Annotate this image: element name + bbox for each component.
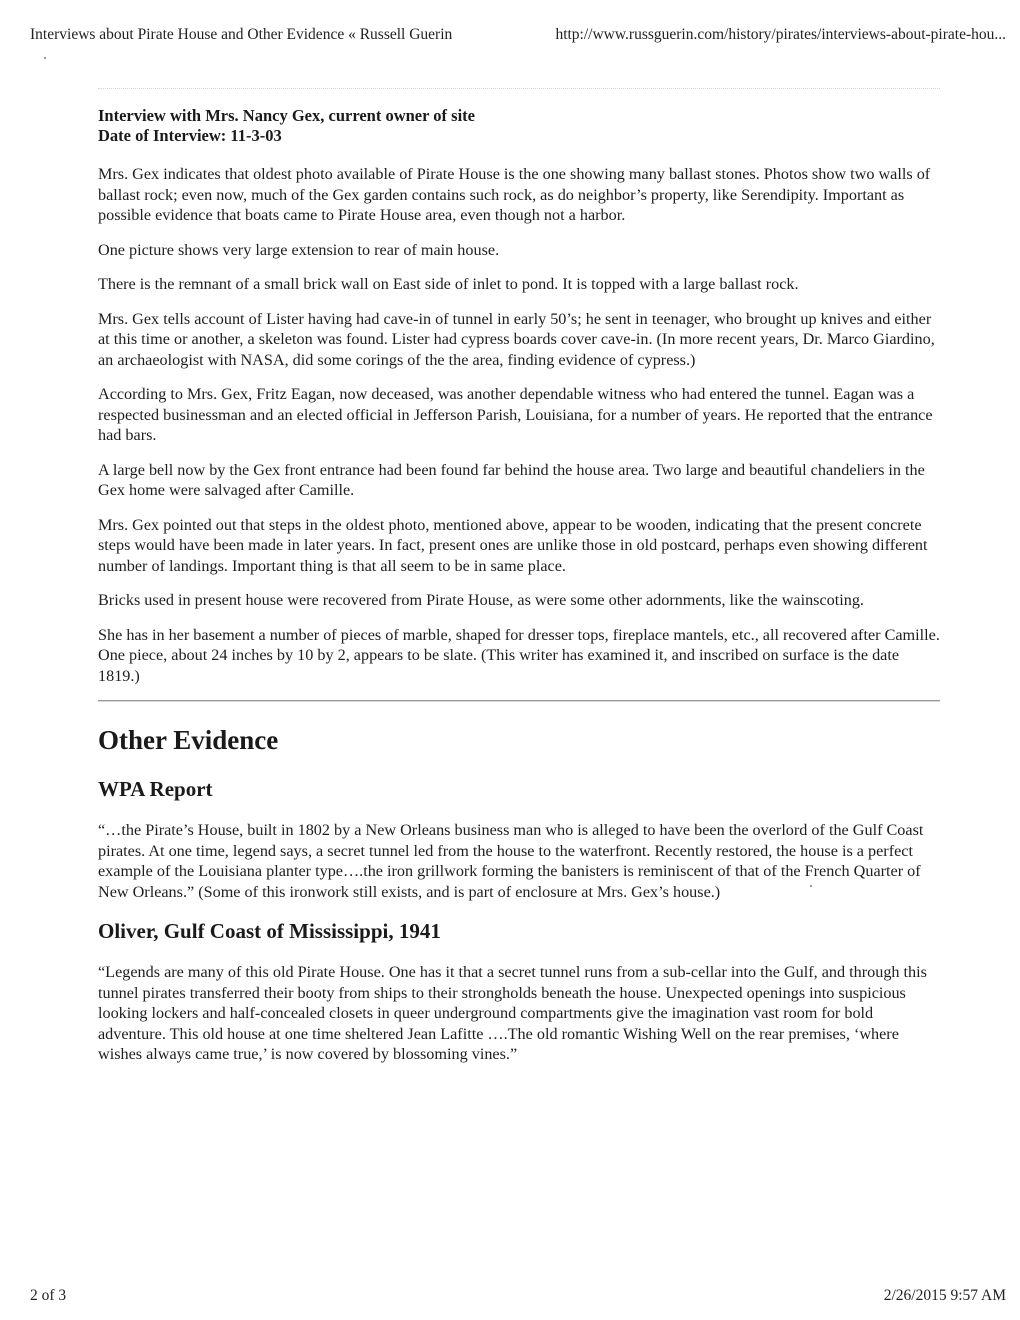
interview-paragraph-6: A large bell now by the Gex front entrance had been found far behind the house area. Two large and beautiful chandeliers in the Gex home were salvaged after Camille.	[98, 460, 925, 499]
scan-speck	[44, 57, 46, 59]
interview-paragraph-3: There is the remnant of a small brick wall on East side of inlet to pond. It is topped with a large ballast rock.	[98, 275, 799, 293]
page-number: 2 of 3	[30, 1287, 67, 1304]
article-content	[98, 106, 940, 1079]
interview-paragraph-5: According to Mrs. Gex, Fritz Eagan, now deceased, was another dependable witness who had entered the tunnel. Eagan was a respected businessman and an elected official in Jefferson Parish, Louisiana, for a number of years. He reported that the entrance had bars.	[98, 385, 933, 444]
interview-date: Date of Interview: 11-3-03	[98, 126, 282, 145]
print-timestamp: 2/26/2015 9:57 AM	[883, 1287, 1006, 1304]
wpa-report-heading: WPA Report	[98, 777, 213, 801]
print-header-title: Interviews about Pirate House and Other Evidence « Russell Guerin	[30, 26, 453, 43]
interview-heading: Interview with Mrs. Nancy Gex, current owner of site	[98, 106, 475, 125]
oliver-heading: Oliver, Gulf Coast of Mississippi, 1941	[98, 919, 441, 943]
interview-paragraph-2: One picture shows very large extension to rear of main house.	[98, 240, 500, 259]
interview-paragraph-1: Mrs. Gex indicates that oldest photo available of Pirate House is the one showing many ballast stones. Photos show two walls of ballast rock; even now, much of the Gex garden contains such rock, as do neighbor’s property, like Serendipity. Important as possible evidence that boats came to Pirate House area, even though not a harbor.	[98, 165, 931, 224]
scan-speck	[810, 885, 812, 887]
section-divider	[98, 700, 940, 702]
interview-paragraph-7: Mrs. Gex pointed out that steps in the oldest photo, mentioned above, appear to be wooden, indicating that the present concrete steps would have been made in later years. In fact, present ones are unlike those in old postcard, perhaps even showing different number of landings. Important thing is that all seem to be in same place.	[98, 515, 928, 575]
wpa-report-text: “…the Pirate’s House, built in 1802 by a New Orleans business man who is alleged to have been the overlord of the Gulf Coast pirates. At one time, legend says, a secret tunnel led from the house to the waterfront. Recently restored, the house is a perfect example of the Louisiana planter type….the iron grillwork forming the banisters is reminiscent of that of the French Quarter of New Orleans.” (Some of this ironwork still exists, and is part of enclosure at Mrs. Gex’s house.)	[98, 821, 924, 901]
interview-paragraph-9: She has in her basement a number of pieces of marble, shaped for dresser tops, fireplace mantels, etc., all recovered after Camille. One piece, about 24 inches by 10 by 2, appears to be slate. (This writer has examined it, and inscribed on surface is the date 1819.)	[98, 625, 940, 685]
interview-paragraph-4: Mrs. Gex tells account of Lister having had cave-in of tunnel in early 50’s; he sent in teenager, who brought up knives and either at this time or another, a skeleton was found. Lister had cypress boards cover cave-in. (In more recent years, Dr. Marco Giardino, an archaeologist with NASA, did some corings of the the area, finding evidence of cypress.)	[98, 309, 935, 369]
header-divider	[98, 88, 940, 89]
print-footer	[30, 1287, 1006, 1307]
oliver-text: “Legends are many of this old Pirate House. One has it that a secret tunnel runs from a sub-cellar into the Gulf, and through this tunnel pirates transferred their booty from ships to their strongholds beneath the house. Unexpected openings into suspicious looking lockers and half-concealed closets in queer underground compartments give the imagination vast room for bold adventure. This old house at one time sheltered Jean Lafitte ….The old romantic Wishing Well on the rear premises, ‘where wishes always came true,’ is now covered by blossoming vines.”	[98, 963, 927, 1063]
print-header-url: http://www.russguerin.com/history/pirates/interviews-about-pirate-hou...	[555, 26, 1006, 43]
print-header	[30, 26, 1006, 48]
other-evidence-heading: Other Evidence	[98, 725, 279, 755]
interview-paragraph-8: Bricks used in present house were recovered from Pirate House, as were some other adornments, like the wainscoting.	[98, 591, 864, 609]
interview-heading-block	[98, 106, 940, 146]
